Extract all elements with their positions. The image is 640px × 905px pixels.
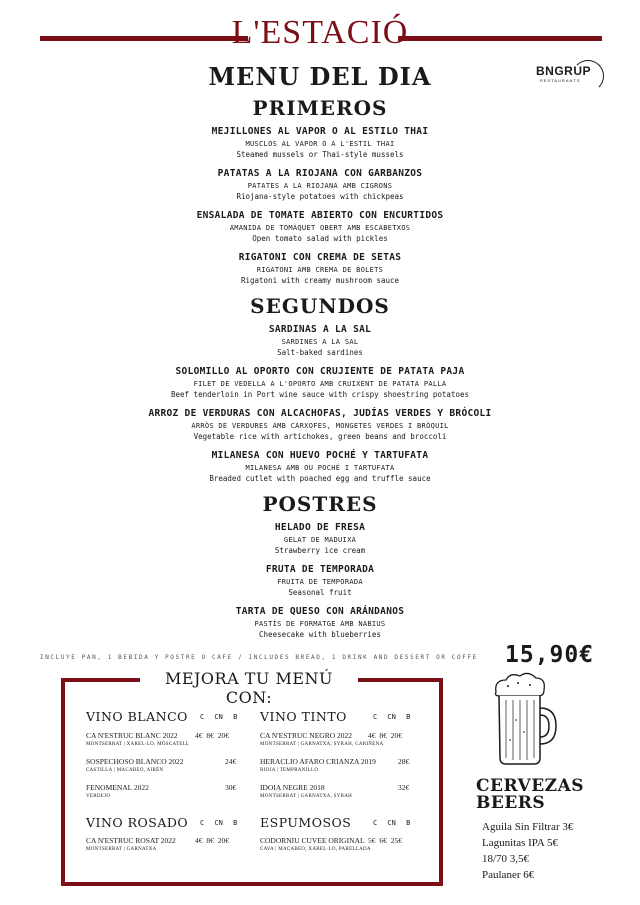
wine-details: CASTILLA | MACABEO, AIRÉN xyxy=(86,768,164,773)
wine-prices: 4€ 8€ 20€ xyxy=(195,836,229,845)
dish-catalan: RIGATONI AMB CREMA DE BOLETS xyxy=(256,266,384,274)
dish-english: Steamed mussels or Thai-style mussels xyxy=(236,150,404,159)
wine-columns-header: C CN B xyxy=(200,713,238,721)
dish-title: TARTA DE QUESO CON ARÁNDANOS xyxy=(235,606,405,617)
dish-catalan: GELAT DE MADUIXA xyxy=(283,536,357,544)
wine-group-heading: VINO ROSADO xyxy=(86,815,189,830)
group-logo-sub: RESTAURANTS xyxy=(540,78,581,83)
beer-item: 18/70 3,5€ xyxy=(482,853,530,865)
wine-columns-header: C CN B xyxy=(200,819,238,827)
dish-title: HELADO DE FRESA xyxy=(274,522,366,533)
dish-title: ENSALADA DE TOMATE ABIERTO CON ENCURTIDOS xyxy=(196,210,444,221)
wine-prices: 4€ 8€ 20€ xyxy=(368,731,402,740)
wine-group-heading: VINO BLANCO xyxy=(86,709,188,724)
wine-name: IDOIA NEGRE 2018 xyxy=(260,783,325,792)
wine-name: CA N'ESTRUC ROSAT 2022 xyxy=(86,836,176,845)
wine-details: CAVA | MACABEO, XAREL·LO, PARELLADA xyxy=(260,847,371,852)
dish-english: Cheesecake with blueberries xyxy=(259,630,381,639)
wine-prices: 4€ 8€ 20€ xyxy=(195,731,229,740)
wine-details: MONTSERRAT | XAREL·LO, MOSCATELL xyxy=(86,742,190,747)
dish-title: SOLOMILLO AL OPORTO CON CRUJIENTE DE PATATA PAJA xyxy=(175,366,465,377)
dish-catalan: FRUITA DE TEMPORADA xyxy=(277,578,363,586)
group-logo-name: BNGRUP xyxy=(536,64,592,78)
dish-title: SARDINAS A LA SAL xyxy=(268,324,372,335)
dish-english: Seasonal fruit xyxy=(288,588,352,597)
wine-prices: 5€ 6€ 25€ xyxy=(368,836,402,845)
wine-details: MONTSERRAT | GARNATXA, SYRAH xyxy=(260,794,353,799)
beer-mug-icon xyxy=(488,670,558,770)
wine-name: CA N'ESTRUC NEGRO 2022 xyxy=(260,731,352,740)
section-heading-postres: POSTRES xyxy=(262,492,378,516)
wine-details: RIOJA | TEMPRANILLO xyxy=(260,768,319,773)
wine-name: CODORNIU CUVEE ORIGINAL xyxy=(260,836,365,845)
wine-details: VERDEJO xyxy=(86,794,111,799)
wine-prices: 24€ xyxy=(225,757,237,766)
wine-details: MONTSERRAT | GARNATXA xyxy=(86,847,157,852)
dish-english: Beef tenderloin in Port wine sauce with crispy shoestring potatoes xyxy=(170,390,469,399)
dish-title: MILANESA CON HUEVO POCHÉ Y TARTUFATA xyxy=(211,450,429,461)
section-heading-segundos: SEGUNDOS xyxy=(250,294,390,318)
dish-title: PATATAS A LA RIOJANA CON GARBANZOS xyxy=(217,168,423,179)
wine-name: SOSPECHOSO BLANCO 2022 xyxy=(86,757,184,766)
dish-english: Rigatoni with creamy mushroom sauce xyxy=(240,276,400,285)
wine-group-heading: ESPUMOSOS xyxy=(260,815,352,830)
dish-catalan: FILET DE VEDELLA A L'OPORTO AMB CRUIXENT DE PATATA PALLA xyxy=(193,380,447,388)
beer-item: Aguila Sin Filtrar 3€ xyxy=(482,821,574,833)
dish-title: MEJILLONES AL VAPOR O AL ESTILO THAI xyxy=(211,126,429,137)
group-logo xyxy=(536,62,606,92)
dish-english: Salt-baked sardines xyxy=(277,348,363,357)
upgrade-title: MEJORA TU MENÚ CON: xyxy=(164,669,334,707)
wine-group-heading: VINO TINTO xyxy=(260,709,347,724)
wine-details: MONTSERRAT | GARNATXA, SYRAH, CARIÑENA xyxy=(260,742,384,747)
beer-item: Lagunitas IPA 5€ xyxy=(482,837,558,849)
wine-prices: 30€ xyxy=(225,783,237,792)
wine-columns-header: C CN B xyxy=(373,713,411,721)
section-heading-primeros: PRIMEROS xyxy=(252,96,388,120)
wine-name: FENOMENAL 2022 xyxy=(86,783,149,792)
wine-name: CA N'ESTRUC BLANC 2022 xyxy=(86,731,178,740)
dish-catalan: MUSCLOS AL VAPOR O A L'ESTIL THAI xyxy=(245,140,395,148)
wine-name: HERACLIO AFARO CRIANZA 2019 xyxy=(260,757,376,766)
dish-english: Breaded cutlet with poached egg and truffle sauce xyxy=(209,474,431,483)
dish-english: Vegetable rice with artichokes, green beans and broccoli xyxy=(193,432,447,441)
dish-catalan: ARRÒS DE VERDURES AMB CARXOFES, MONGETES VERDES I BRÒQUIL xyxy=(191,422,449,430)
wine-prices: 32€ xyxy=(398,783,410,792)
menu-price: 15,90€ xyxy=(505,642,595,668)
dish-english: Riojana-style potatoes with chickpeas xyxy=(236,192,404,201)
wine-columns-header: C CN B xyxy=(373,819,411,827)
beers-heading: CERVEZAS xyxy=(476,776,585,796)
dish-title: ARROZ DE VERDURAS CON ALCACHOFAS, JUDÍAS VERDES Y BRÓCOLI xyxy=(148,408,492,419)
dish-catalan: AMANIDA DE TOMÀQUET OBERT AMB ESCABETXOS xyxy=(229,224,411,232)
dish-catalan: PASTÍS DE FORMATGE AMB NABIUS xyxy=(254,620,386,628)
wine-prices: 28€ xyxy=(398,757,410,766)
beer-item: Paulaner 6€ xyxy=(482,869,535,881)
dish-title: FRUTA DE TEMPORADA xyxy=(265,564,375,575)
beers-heading-en: BEERS xyxy=(476,793,546,813)
restaurant-logo: L'ESTACIÓ xyxy=(231,14,409,51)
dish-catalan: SARDINES A LA SAL xyxy=(281,338,359,346)
dish-title: RIGATONI CON CREMA DE SETAS xyxy=(238,252,402,263)
dish-catalan: PATATES A LA RIOJANA AMB CIGRONS xyxy=(247,182,393,190)
dish-catalan: MILANESA AMB OU POCHÉ I TARTUFATA xyxy=(245,464,395,472)
page-title: MENU DEL DIA xyxy=(208,62,432,91)
dish-english: Open tomato salad with pickles xyxy=(252,234,388,243)
dish-english: Strawberry ice cream xyxy=(274,546,366,555)
menu-includes-note: INCLUYE PAN, 1 BEBIDA Y POSTRE O CAFE / INCLUDES BREAD, 1 DRINK AND DESSERT OR COFFE xyxy=(40,654,478,661)
